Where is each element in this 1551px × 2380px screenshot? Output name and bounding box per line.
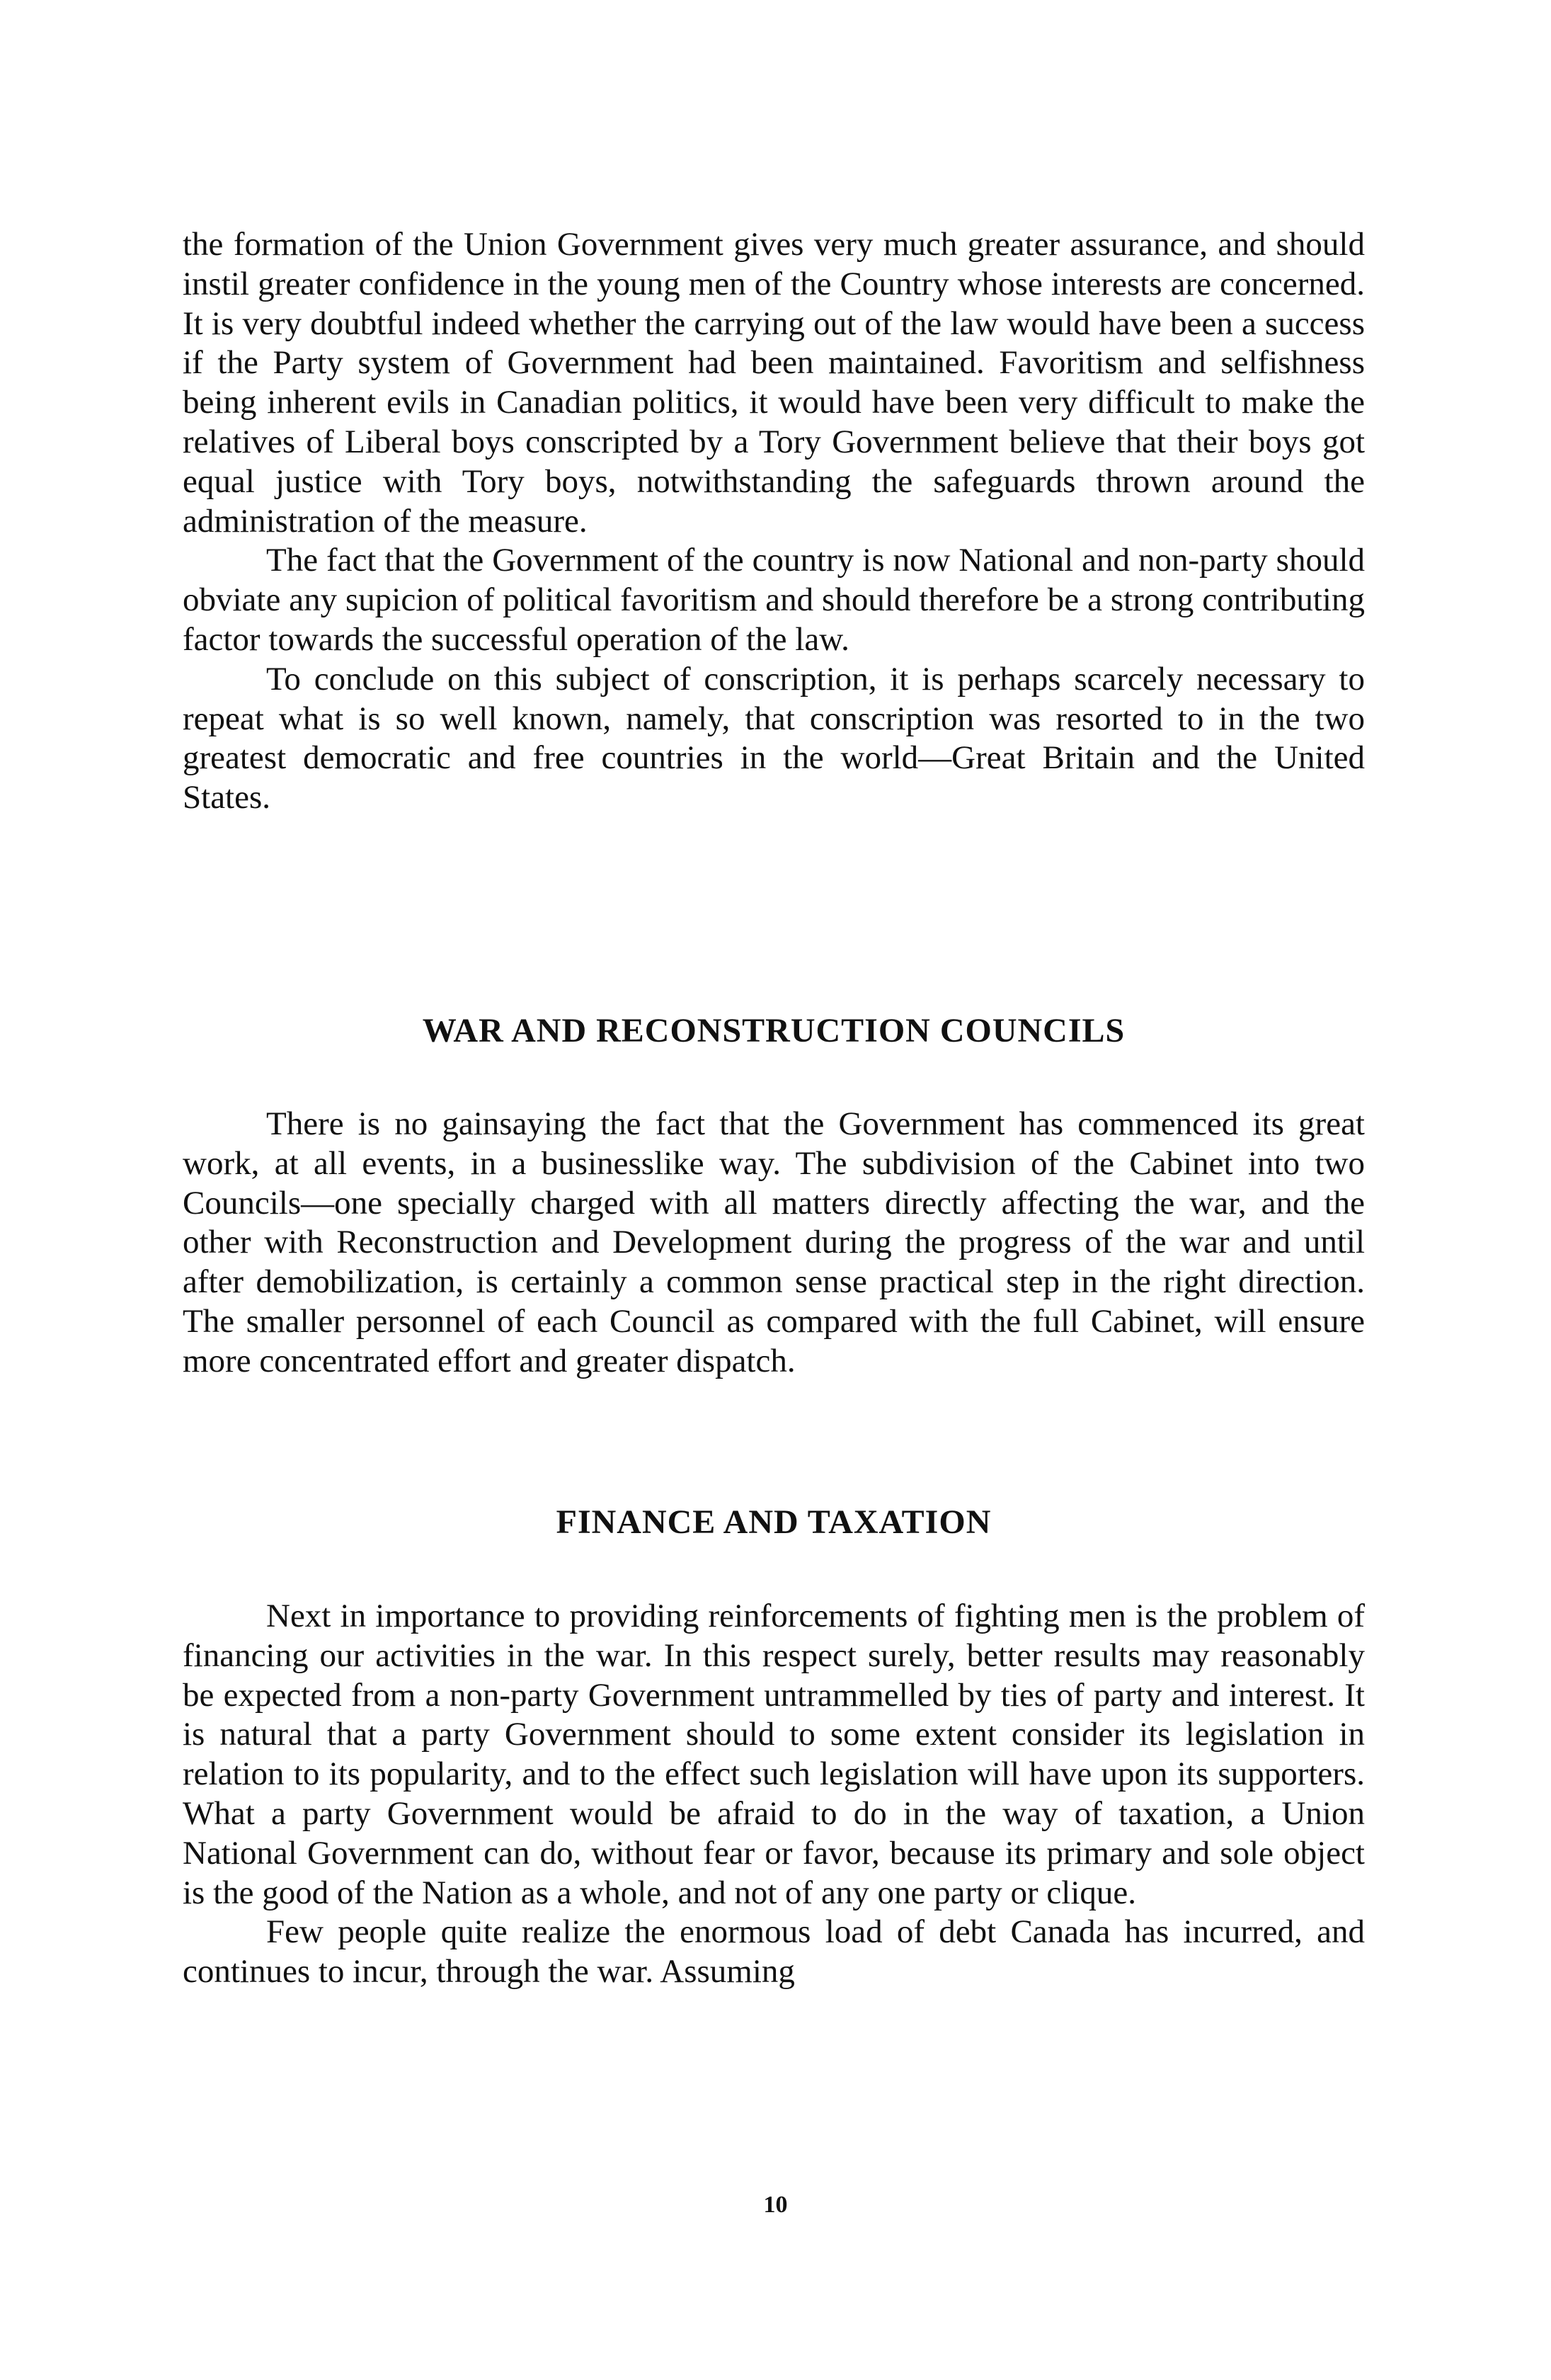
paragraph-councils: There is no gainsaying the fact that the Government has commenced its great work, at all events, in a businesslike way. The subdivision of the Cabinet into two Councils—one specially charged with all matters directly affecting the war, and the other with Reconstruction and Development during the progress of the war and until after demobilization, is certainly a common sense practical step in the right direction. The smaller personnel of each Council as compared with the full Cabinet, will ensure more concentrated effort and greater dispatch. (183, 1105, 1365, 1379)
councils-section (183, 1105, 1365, 1382)
conscription-section (183, 225, 1365, 818)
finance-section (183, 1597, 1365, 1992)
heading-war-reconstruction-councils: WAR AND RECONSTRUCTION COUNCILS (422, 1012, 1126, 1049)
page-number: 10 (763, 2192, 788, 2218)
paragraph-national-government: The fact that the Government of the country is now National and non-party should obviate any supicion of political favoritism and should therefore be a strong contributing factor towards the successful operation of the law. (183, 542, 1365, 658)
paragraph-union-government: the formation of the Union Government gives very much greater assurance, and should instil greater confidence in the young men of the Country whose interests are concerned. It is very doubtful indeed whether the carrying out of the law would have been a success if the Party system of Government had been maintained. Favoritism and selfishness being inherent evils in Canadian politics, it would have been very difficult to make the relatives of Liberal boys conscripted by a Tory Government believe that their boys got equal justice with Tory boys, notwithstanding the safeguards thrown around the administration of the measure. (183, 226, 1365, 540)
heading-finance-taxation: FINANCE AND TAXATION (556, 1503, 992, 1541)
paragraph-financing: Next in importance to providing reinforcements of fighting men is the problem of financing our activities in the war. In this respect surely, better results may reasonably be expected from a non-party Government untrammelled by ties of party and interest. It is natural that a party Government should to some extent consider its legislation in relation to its popularity, and to the effect such legislation will have upon its supporters. What a party Government would be afraid to do in the way of taxation, a Union National Government can do, without fear or favor, because its primary and sole object is the good of the Nation as a whole, and not of any one party or clique. (183, 1598, 1365, 1911)
paragraph-debt: Few people quite realize the enormous load of debt Canada has incurred, and continues to incur, through the war. Assuming (183, 1913, 1365, 1991)
paragraph-conscription-conclusion: To conclude on this subject of conscription, it is perhaps scarcely necessary to repeat what is so well known, namely, that conscription was resorted to in the two greatest democratic and free countries in the world—Great Britain and the United States. (183, 660, 1365, 816)
